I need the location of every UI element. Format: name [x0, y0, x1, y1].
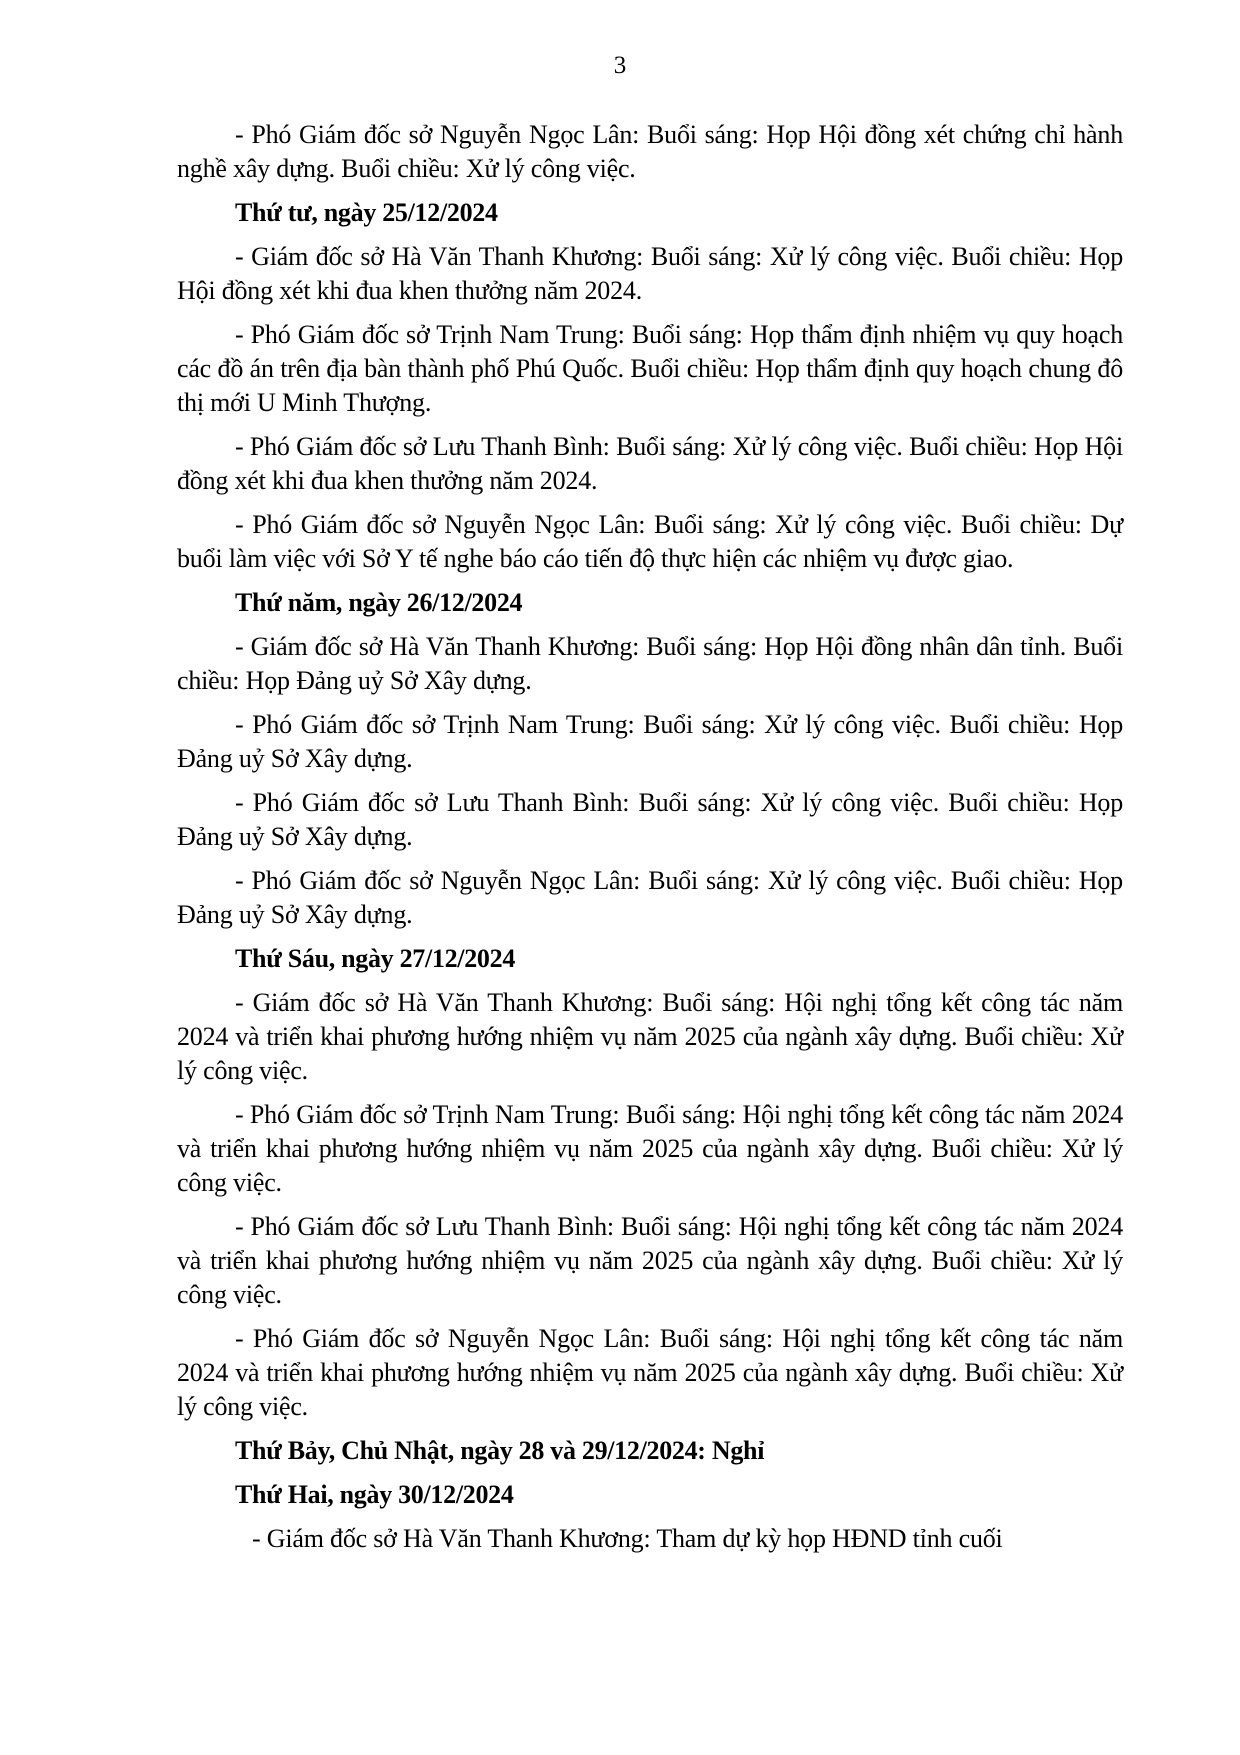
- schedule-entry: - Phó Giám đốc sở Lưu Thanh Bình: Buổi sáng: Hội nghị tổng kết công tác năm 2024 và triển khai phương hướng nhiệm vụ năm 2025 của ngành xây dựng. Buổi chiều: Xử lý công việc.: [177, 1212, 1123, 1309]
- schedule-entry: - Phó Giám đốc sở Trịnh Nam Trung: Buổi sáng: Hội nghị tổng kết công tác năm 2024 và triển khai phương hướng nhiệm vụ năm 2025 của ngành xây dựng. Buổi chiều: Xử lý công việc.: [177, 1100, 1123, 1197]
- schedule-entry: - Phó Giám đốc sở Lưu Thanh Bình: Buổi sáng: Xử lý công việc. Buổi chiều: Họp Hội đồng xét khi đua khen thưởng năm 2024.: [177, 432, 1123, 495]
- page-number: 3: [613, 52, 627, 79]
- schedule-entry: - Phó Giám đốc sở Nguyễn Ngọc Lân: Buổi sáng: Họp Hội đồng xét chứng chỉ hành nghề xây dựng. Buổi chiều: Xử lý công việc.: [177, 120, 1123, 183]
- schedule-entry: - Phó Giám đốc sở Nguyễn Ngọc Lân: Buổi sáng: Hội nghị tổng kết công tác năm 2024 và triển khai phương hướng nhiệm vụ năm 2025 của ngành xây dựng. Buổi chiều: Xử lý công việc.: [177, 1324, 1123, 1421]
- schedule-entry: - Phó Giám đốc sở Nguyễn Ngọc Lân: Buổi sáng: Xử lý công việc. Buổi chiều: Họp Đảng uỷ Sở Xây dựng.: [177, 866, 1123, 929]
- schedule-entry: - Giám đốc sở Hà Văn Thanh Khương: Buổi sáng: Xử lý công việc. Buổi chiều: Họp Hội đồng xét khi đua khen thưởng năm 2024.: [177, 242, 1123, 305]
- day-heading: Thứ năm, ngày 26/12/2024: [235, 588, 523, 617]
- schedule-entry: - Giám đốc sở Hà Văn Thanh Khương: Buổi sáng: Hội nghị tổng kết công tác năm 2024 và triển khai phương hướng nhiệm vụ năm 2025 của ngành xây dựng. Buổi chiều: Xử lý công việc.: [177, 988, 1123, 1085]
- schedule-entry: - Giám đốc sở Hà Văn Thanh Khương: Buổi sáng: Họp Hội đồng nhân dân tỉnh. Buổi chiều: Họp Đảng uỷ Sở Xây dựng.: [177, 632, 1123, 695]
- schedule-entry: - Giám đốc sở Hà Văn Thanh Khương: Tham dự kỳ họp HĐND tỉnh cuối: [252, 1524, 1003, 1553]
- schedule-entry: - Phó Giám đốc sở Trịnh Nam Trung: Buổi sáng: Xử lý công việc. Buổi chiều: Họp Đảng uỷ Sở Xây dựng.: [177, 710, 1123, 773]
- day-heading: Thứ Sáu, ngày 27/12/2024: [235, 944, 516, 973]
- day-heading: Thứ tư, ngày 25/12/2024: [235, 198, 498, 227]
- document-body: [177, 118, 1123, 1566]
- schedule-entry: - Phó Giám đốc sở Nguyễn Ngọc Lân: Buổi sáng: Xử lý công việc. Buổi chiều: Dự buổi làm việc với Sở Y tế nghe báo cáo tiến độ thực hiện các nhiệm vụ được giao.: [177, 510, 1123, 573]
- day-heading: Thứ Bảy, Chủ Nhật, ngày 28 và 29/12/2024: Nghỉ: [235, 1436, 765, 1465]
- schedule-entry: - Phó Giám đốc sở Lưu Thanh Bình: Buổi sáng: Xử lý công việc. Buổi chiều: Họp Đảng uỷ Sở Xây dựng.: [177, 788, 1123, 851]
- day-heading: Thứ Hai, ngày 30/12/2024: [235, 1480, 514, 1509]
- schedule-entry: - Phó Giám đốc sở Trịnh Nam Trung: Buổi sáng: Họp thẩm định nhiệm vụ quy hoạch các đồ án trên địa bàn thành phố Phú Quốc. Buổi chiều: Họp thẩm định quy hoạch chung đô thị mới U Minh Thượng.: [177, 320, 1123, 417]
